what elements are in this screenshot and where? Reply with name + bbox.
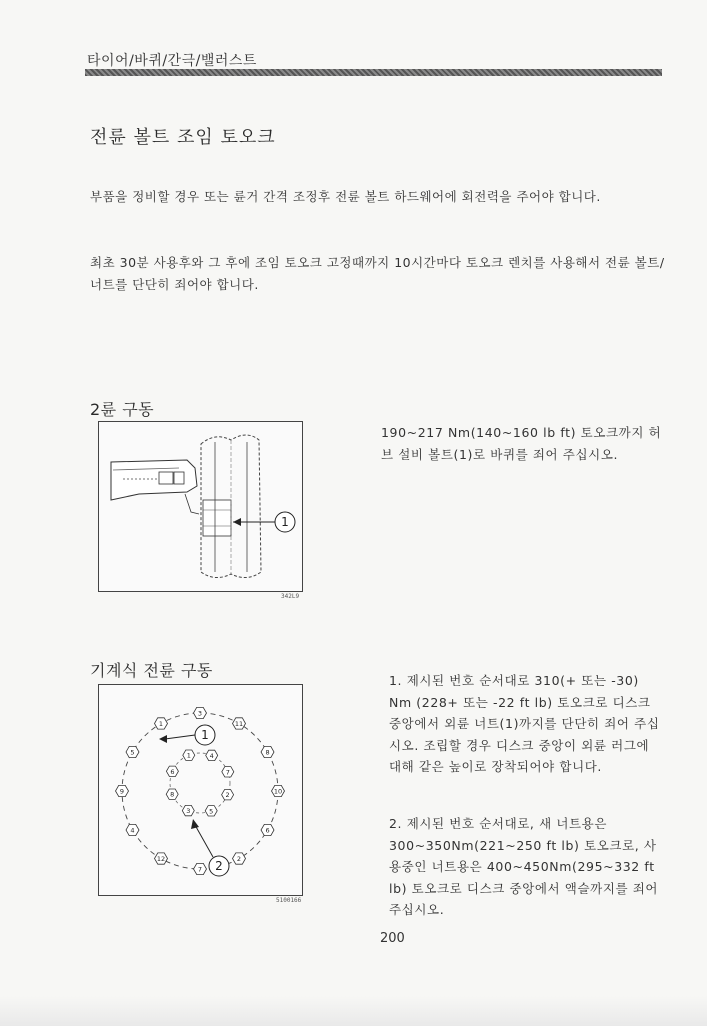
intro-paragraph-2: 최초 30분 사용후와 그 후에 조임 토오크 고정때까지 10시간마다 토오크 렌치를 사용해서 전륜 볼트/너트를 단단히 죄어야 합니다. — [90, 255, 665, 292]
bolt-number: 6 — [170, 767, 175, 776]
bolt-number: 4 — [130, 826, 135, 835]
outer-bolt — [126, 746, 139, 757]
outer-bolt — [116, 785, 129, 796]
page-number: 200 — [380, 931, 405, 946]
bolt-number: 5 — [209, 807, 214, 816]
bolt-number: 12 — [156, 855, 166, 864]
inner-bolt — [166, 789, 178, 799]
bolt-number: 6 — [265, 826, 270, 835]
callout-2: 2 — [215, 859, 223, 873]
inner-bolt — [182, 805, 194, 815]
outer-bolt — [233, 718, 246, 729]
text-mfwd-step-1: 1. 제시된 번호 순서대로 310(+ 또는 -30) Nm (228+ 또는 -22 ft lb) 토오크로 디스크 중앙에서 외륜 너트(1)까지를 단단히 죄어 주십시오. 조립할 경우 디스크 중앙이 외륜 러그에 대해 같은 높이로 장착되어야 합니다. — [389, 673, 660, 774]
bolt-number: 8 — [170, 790, 175, 799]
figure-code-2wd: 342L9 — [281, 593, 300, 600]
text-2wd: 190~217 Nm(140~160 lb ft) 토오크까지 허브 설비 볼트(1)로 바퀴를 죄어 주십시오. — [381, 425, 662, 462]
outer-bolt — [272, 785, 285, 796]
bolt-number: 9 — [119, 787, 125, 796]
header-title: 타이어/바퀴/간극/밸러스트 — [87, 53, 257, 69]
inner-bolt — [205, 806, 217, 816]
figure-mfwd-bolt-pattern — [98, 684, 303, 896]
outer-bolt — [233, 853, 246, 864]
bolt-number: 3 — [186, 807, 191, 816]
figure-2wd-wheel — [98, 421, 303, 592]
intro-paragraph-1: 부품을 정비할 경우 또는 륜거 간격 조정후 전륜 볼트 하드웨어에 회전력을 주어야 합니다. — [90, 189, 601, 204]
inner-bolt — [183, 750, 195, 760]
inner-bolt — [166, 766, 178, 776]
bolt-number: 1 — [158, 719, 164, 728]
bolt-number: 5 — [130, 748, 135, 757]
page-title: 전륜 볼트 조임 토오크 — [90, 127, 276, 148]
outer-bolt — [194, 863, 207, 874]
outer-bolt — [194, 707, 207, 718]
figure-code-mfwd: 5100166 — [276, 897, 302, 904]
bolt-number: 3 — [197, 709, 203, 718]
bolt-pattern-diagram — [99, 685, 302, 895]
bolt-number: 10 — [273, 787, 283, 796]
section-title-mfwd: 기계식 전륜 구동 — [90, 661, 213, 680]
bolt-number: 2 — [225, 791, 230, 800]
text-mfwd-step-2: 2. 제시된 번호 순서대로, 새 너트용은 300~350Nm(221~250 ft lb) 토오크로, 사용중인 너트용은 400~450Nm(295~332 ft lb) 토오크로 디스크 중앙에서 액슬까지를 죄어 주십시오. — [389, 816, 659, 917]
outer-bolt — [261, 824, 274, 835]
inner-bolt — [206, 750, 218, 760]
page-bottom-edge — [0, 996, 707, 1026]
inner-bolt — [222, 790, 234, 800]
bolt-number: 7 — [197, 865, 203, 874]
bolt-number: 7 — [225, 768, 230, 777]
bolt-number: 1 — [186, 751, 191, 760]
wheel-hub-diagram — [99, 422, 302, 591]
callout-1: 1 — [281, 515, 289, 529]
bolt-number: 4 — [209, 751, 214, 760]
bolt-number: 11 — [234, 719, 244, 728]
bolt-number: 2 — [236, 855, 242, 864]
bolt-number: 8 — [265, 748, 270, 757]
header-rule — [85, 69, 662, 76]
inner-bolt — [222, 767, 234, 777]
outer-bolt — [155, 718, 168, 729]
outer-bolt — [155, 853, 168, 864]
callout-1: 1 — [201, 728, 209, 742]
outer-bolt — [126, 824, 139, 835]
outer-bolt — [261, 746, 274, 757]
section-title-2wd: 2륜 구동 — [90, 400, 155, 419]
